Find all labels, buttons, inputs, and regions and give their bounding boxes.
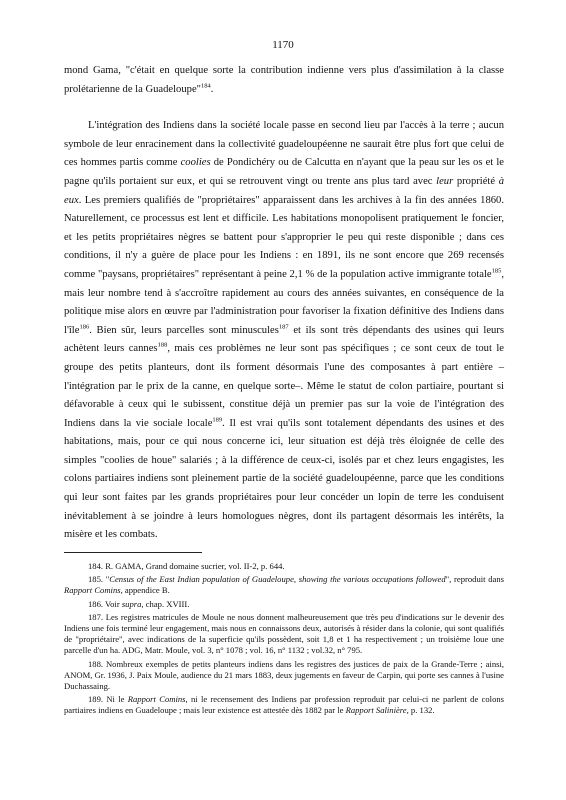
footnote-187 — [64, 612, 504, 657]
footnote-text: 184. R. GAMA, Grand domaine sucrier, vol. II-2, p. 644. — [88, 561, 285, 571]
italic-term: leur — [436, 175, 454, 187]
paragraph-text: . Les premiers qualifiés de "propriétaires" apparaissent dans les archives à la fin des années 1860. Naturellement, ce processus est lent et difficile. Les habitations monopolisent pratiquement le foncier, et les petits propriétaires nègres se battent pour s'approprier le peu qui reste disponible ; dans ces conditions, il n'y a guère de place pour les Indiens : en 1891, ils ne sont encore que 269 recensés comme "paysans, propriétaires" représentant à peine 2,1 % de la population active immigrante totale — [64, 194, 504, 280]
paragraph-text: , mais ces problèmes ne leur sont pas spécifiques ; ce sont ceux de tout le groupe des petits planteurs, dont ils forment désormais l'une des composantes à part entière –l'intégration par le prix de la canne, en quelque sorte–. Même le statut de colon partiaire, pourtant si défavorable à ceux qui le subissent, constitue déjà un premier pas sur la voie de l'intégration des Indiens dans la vie sociale locale — [64, 343, 504, 429]
footnote-divider — [64, 552, 202, 553]
footnote-text: 187. Les registres matricules de Moule ne nous donnent malheureusement que très peu d'indications sur le devenir des Indiens une fois terminé leur engagement, mais nous en connaissons deux, autorisés à résider dans la colonie, qui sont qualifiés de "propriétaire", avec indications de la superficie qu'ils possèdent, soit 1,8 et 1 ha respectivement ; un troisième loue une parcelle d'un ha. ADG, Matr. Moule, vol. 3, n° 1078 ; vol. 16, n° 1132 ; vol.32, n° 795. — [64, 611, 504, 656]
page-number: 1170 — [272, 39, 294, 51]
footnote-ref-188[interactable]: 188 — [157, 341, 168, 349]
paragraph-text: propriété — [453, 175, 499, 187]
footnotes — [64, 561, 504, 719]
footnote-text: ", reproduit dans — [445, 574, 504, 585]
paragraph-text: . Bien sûr, leurs parcelles sont minuscules — [89, 324, 279, 336]
paragraph-text: . — [210, 83, 214, 95]
paragraph-text: de Pondichéry ou de Calcutta en n'ayant que la peau sur les os et le pagne qu'ils portaient sur eux, et qui se retrouvent vingt ou trente ans plus tard avec — [64, 157, 504, 187]
footnote-text: 189. Ni le — [88, 694, 128, 705]
footnote-ref-184[interactable]: 184 — [200, 82, 211, 90]
footnote-text: , ni le recensement des Indiens par profession reproduit par celui-ci ne parlent de colons partiaires indiens en Guadeloupe ; mais leur existence est attestée dès 1882 par le — [64, 694, 505, 716]
footnote-italic: Census of the East Indian population of Guadeloupe, showing the various occupations followed — [109, 574, 446, 585]
paragraph-text: mond Gama, "c'était en quelque sorte la contribution indienne vers plus d'assimilation à la classe prolétarienne de la Guadeloupe" — [64, 65, 504, 95]
footnote-ref-185[interactable]: 185 — [491, 267, 502, 275]
paragraph-land-integration — [64, 117, 504, 545]
footnote-188 — [64, 659, 504, 693]
footnote-ref-189[interactable]: 189 — [212, 416, 223, 424]
footnote-text: , p. 132. — [406, 705, 435, 716]
footnote-italic: Rapport Salinière — [345, 705, 407, 716]
paragraph-text: et ils sont très dépendants des usines qui leurs achètent leurs cannes — [64, 324, 505, 355]
paragraph-text: L'intégration des Indiens dans la société locale passe en second lieu par l'accès à la terre ; aucun symbole de leur enracinement dans la collectivité guadeloupéenne ne saurait être plus fort que celui de ces hommes partis comme — [64, 120, 504, 169]
footnote-text: 185. " — [88, 574, 110, 585]
italic-term: coolies — [180, 157, 211, 169]
paragraph-continuation — [64, 62, 504, 99]
footnote-text: , chap. XVIII. — [141, 598, 190, 609]
footnote-italic: Rapport Comins — [127, 694, 186, 705]
footnote-italic: supra — [121, 598, 142, 609]
footnote-184 — [64, 561, 504, 572]
footnote-text: 188. Nombreux exemples de petits planteurs indiens dans les registres des justices de paix de la Grande-Terre ; ainsi, ANOM, Gr. 1936, J. Paix Moule, audience du 21 mars 1883, deux jugements en faveur de Carpin, qui porte ses cannes à l'usine Duchassaing. — [64, 658, 504, 692]
footnote-185 — [64, 574, 504, 596]
footnote-186 — [64, 599, 504, 610]
paragraph-text: . Il est vrai qu'ils sont totalement dépendants des usines et des habitations, mais, pour ce qui nous concerne ici, leur situation est déjà très éloignée de celle des simples "coolies de houe" salariés ; à la différence de ceux-ci, isolés par et chez leurs engagistes, les colons partiaires indiens sont pleinement partie de la société guadeloupéenne, parce que les conditions qui leur sont faites par les grands propriétaires pour leur concéder un lopin de terre les conduisent inévitablement à se joindre à leurs homologues nègres, dont ils partagent désormais les intérêts, la misère et les combats. — [64, 417, 504, 541]
footnote-italic: Rapport Comins — [64, 585, 121, 596]
footnote-text: 186. Voir — [88, 598, 122, 609]
footnote-ref-187[interactable]: 187 — [278, 323, 289, 331]
paragraph-text: , mais leur nombre tend à s'accroître rapidement au cours des années suivantes, en conséquence de la politique mise alors en œuvre par l'administration pour favoriser la fixation définitive des Indiens dans l'île — [64, 268, 504, 336]
footnote-ref-186[interactable]: 186 — [79, 323, 90, 331]
footnote-189 — [64, 694, 504, 716]
italic-term: à eux — [64, 175, 504, 206]
footnote-text: , appendice B. — [120, 585, 170, 596]
main-text — [64, 62, 504, 545]
